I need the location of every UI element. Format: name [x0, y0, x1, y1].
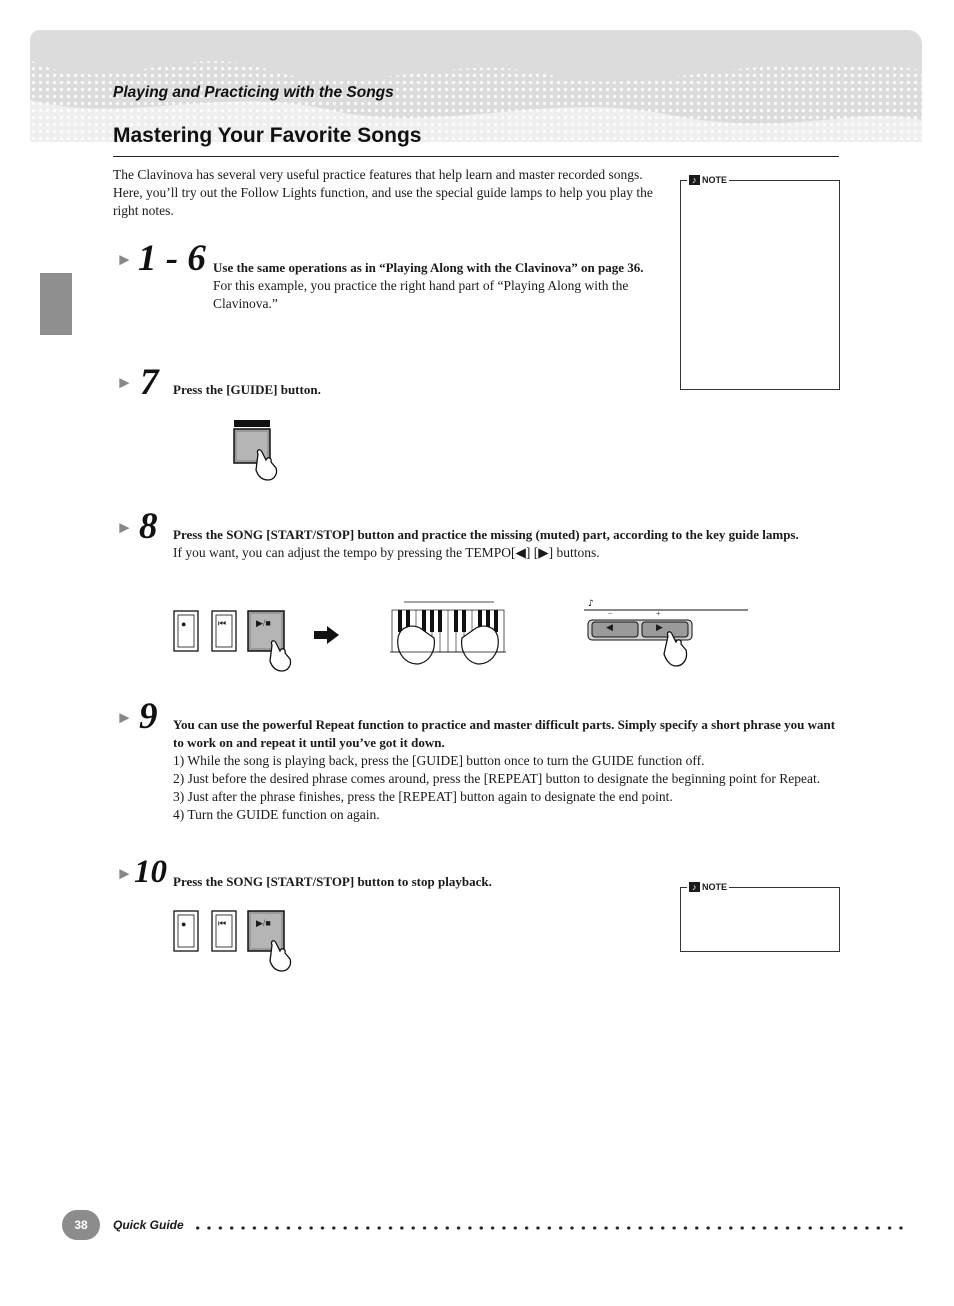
right-arrow-icon — [314, 626, 340, 644]
top-icon: ⏮ — [218, 618, 227, 628]
section-label: Playing and Practicing with the Songs — [113, 84, 394, 101]
tempo-up-icon: ▶ — [656, 622, 663, 632]
step-number: 8 — [139, 506, 158, 547]
intro-paragraph: The Clavinova has several very useful practice features that help learn and master recorded songs. Here, you’ll try out the Follow Lights function, and use the special guide lamps to help you play the right notes. — [113, 167, 653, 218]
keyboard-hands-illustration — [390, 598, 506, 668]
song-buttons-svg — [172, 907, 302, 973]
song-controls-illustration — [172, 607, 302, 673]
step-heading: You can use the powerful Repeat function to practice and master difficult parts. Simply specify a short phrase you want to work on and repeat it until you’ve got it down. — [173, 717, 836, 750]
list-item: 4) Turn the GUIDE function on again. — [173, 807, 380, 822]
tempo-plus-label: + — [656, 609, 661, 618]
step-arrow-icon: ► — [116, 864, 133, 883]
note-tag — [687, 175, 729, 185]
tempo-controls-illustration — [584, 596, 750, 670]
list-item: 1) While the song is playing back, press the [GUIDE] button once to turn the GUIDE function off. — [173, 753, 705, 768]
step-8-text — [173, 526, 843, 562]
step-arrow-icon: ► — [116, 250, 133, 269]
tempo-minus-label: − — [608, 609, 613, 618]
side-tab — [40, 273, 72, 335]
step-number: 1 - 6 — [138, 238, 206, 279]
list-item: 3) Just after the phrase finishes, press the [REPEAT] button again to designate the end point. — [173, 789, 673, 804]
page-title: Mastering Your Favorite Songs — [113, 124, 422, 147]
footer-label: Quick Guide — [113, 1218, 184, 1232]
note-box-top — [680, 175, 840, 390]
note-tag — [687, 882, 729, 892]
step-arrow-icon: ► — [116, 708, 133, 727]
step-arrow-icon: ► — [116, 518, 133, 537]
tempo-down-icon: ◀ — [606, 622, 613, 632]
step-9-text — [173, 716, 843, 824]
note-icon: ♪ — [689, 882, 700, 892]
footer-dot-leader — [192, 1226, 907, 1230]
step-body: If you want, you can adjust the tempo by pressing the TEMPO[◀] [▶] buttons. — [173, 545, 600, 560]
step-heading: Press the [GUIDE] button. — [173, 382, 321, 397]
guide-button-illustration — [228, 418, 288, 486]
step-heading: Use the same operations as in “Playing Along with the Clavinova” on page 36. — [213, 260, 644, 275]
step-body: For this example, you practice the right hand part of “Playing Along with the Clavinova.” — [213, 278, 629, 311]
start-stop-icon: ▶/■ — [256, 918, 271, 928]
repeat-steps-list — [173, 752, 843, 824]
step-heading: Press the SONG [START/STOP] button and practice the missing (muted) part, according to the key guide lamps. — [173, 527, 799, 542]
note-box-bottom — [680, 882, 840, 952]
song-controls-illustration-stop — [172, 907, 302, 973]
step-number: 10 — [134, 854, 167, 890]
start-stop-icon: ▶/■ — [256, 618, 271, 628]
list-item: 2) Just before the desired phrase comes around, press the [REPEAT] button to designate the beginning point for Repeat. — [173, 771, 821, 786]
rec-icon: ● — [181, 619, 187, 629]
note-label: NOTE — [702, 882, 728, 892]
step-1-6-text — [213, 259, 661, 313]
note-icon: ♪ — [689, 175, 700, 185]
song-buttons-svg — [172, 607, 302, 673]
step-heading: Press the SONG [START/STOP] button to stop playback. — [173, 874, 492, 889]
note-label: NOTE — [702, 175, 728, 185]
svg-text:♪: ♪ — [588, 599, 594, 609]
rec-icon: ● — [181, 919, 187, 929]
tempo-buttons-svg — [584, 596, 750, 670]
step-number: 7 — [140, 362, 159, 403]
step-arrow-icon: ► — [116, 373, 133, 392]
top-icon: ⏮ — [218, 918, 227, 928]
step-number: 9 — [139, 696, 158, 737]
page-number: 38 — [62, 1210, 100, 1240]
title-rule — [113, 156, 839, 157]
